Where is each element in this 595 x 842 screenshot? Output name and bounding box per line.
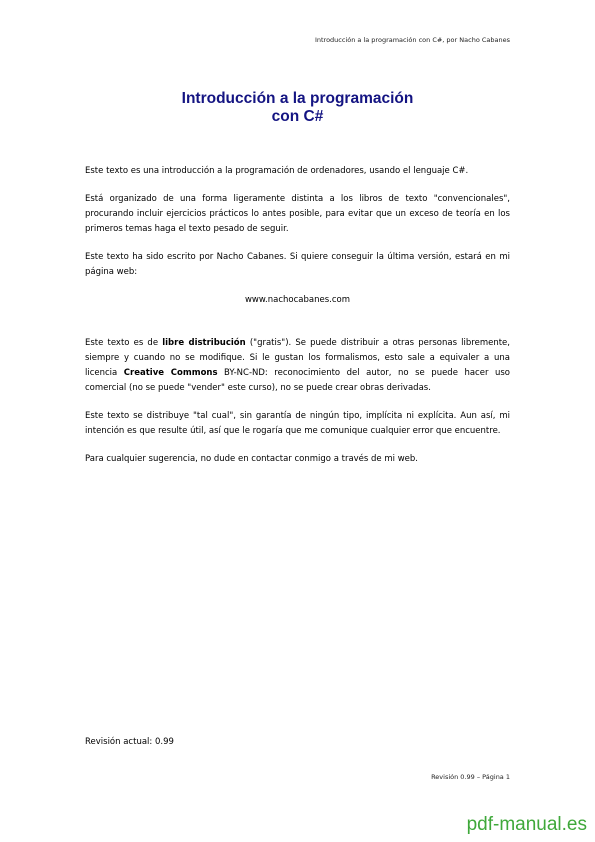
- page-title: [0, 90, 595, 126]
- watermark-logo: pdf-manual.es: [466, 814, 587, 835]
- revision-note: Revisión actual: 0.99: [85, 737, 174, 747]
- paragraph-organization: Está organizado de una forma ligeramente distinta a los libros de texto "convencionales", procurando incluir ejercicios prácticos lo antes posible, para evitar que un exceso de teoría en los primeros temas haga el texto pesado de seguir.: [85, 194, 510, 234]
- paragraph-warranty: Este texto se distribuye "tal cual", sin garantía de ningún tipo, implícita ni explícita. Aun así, mi intención es que resulte útil, así que le rogaría que me comunique cualquier error que encuentre.: [85, 411, 510, 436]
- license-text-e: BY-NC-ND: reconocimiento del autor, no se puede hacer uso comercial (no se puede "vender" este curso), no se puede crear obras derivadas.: [85, 368, 510, 393]
- paragraph-license: [85, 336, 510, 396]
- title-line-2: con C#: [271, 108, 324, 125]
- website-link[interactable]: www.nachocabanes.com: [244, 295, 351, 305]
- page-footer: Revisión 0.99 – Página 1: [431, 773, 510, 781]
- license-text-c: ("gratis"). Se puede distribuir a otras personas libremente, siempre y cuando no se modifique. Si le gustan los formalismos, esto sale a equivaler a una licencia: [85, 338, 510, 378]
- license-free-distribution: libre distribución: [162, 338, 246, 348]
- document-body: [85, 164, 510, 480]
- license-text-a: Este texto es de: [85, 338, 163, 348]
- paragraph-contact: Para cualquier sugerencia, no dude en contactar conmigo a través de mi web.: [85, 454, 418, 464]
- title-line-1: Introducción a la programación: [181, 90, 414, 107]
- paragraph-author: Este texto ha sido escrito por Nacho Cabanes. Si quiere conseguir la última versión, estará en mi página web:: [85, 252, 510, 277]
- running-header: Introducción a la programación con C#, por Nacho Cabanes: [314, 36, 510, 44]
- license-creative-commons: Creative Commons: [123, 368, 218, 378]
- paragraph-intro: Este texto es una introducción a la programación de ordenadores, usando el lenguaje C#.: [85, 166, 469, 176]
